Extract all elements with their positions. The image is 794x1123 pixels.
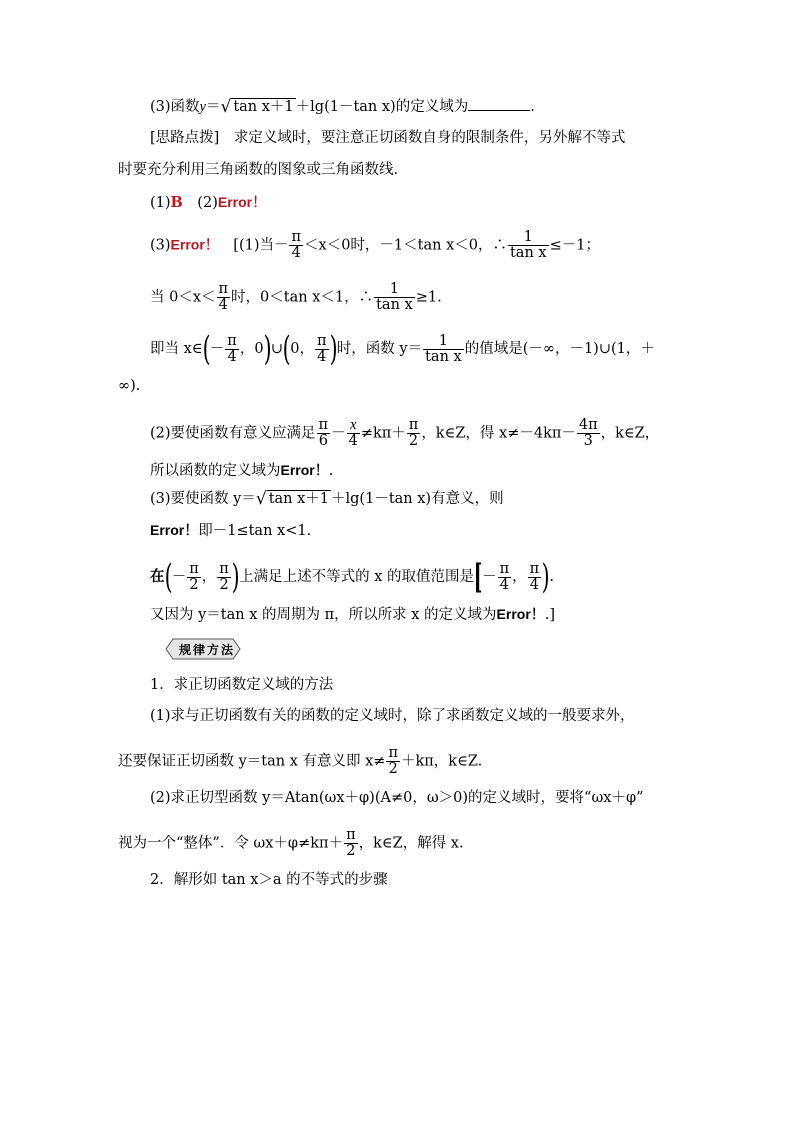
numerator: 4π (578, 417, 598, 433)
numerator: π (316, 332, 327, 349)
text: 所以函数的定义域为 (150, 463, 281, 479)
error-placeholder: Error！ (217, 194, 267, 210)
numerator: π (291, 229, 302, 245)
text: ，0 (239, 341, 264, 357)
text: 时，函数 y＝ (336, 341, 423, 357)
hint-line-1 (150, 128, 625, 148)
text: ∞). (118, 378, 141, 394)
denominator: tan x (425, 348, 462, 365)
denominator: 4 (289, 245, 303, 261)
solution-line-8 (150, 557, 555, 597)
radicand: tan x＋1 (268, 491, 330, 507)
error-placeholder: Error！ (280, 462, 329, 478)
sqrt-expression: √ tan x＋1 (220, 97, 294, 117)
hint-text: 时要充分利用三角函数的图象或三角函数线. (118, 162, 399, 178)
sqrt-expression: √ tan x＋1 (255, 489, 330, 509)
numerator: 1 (438, 332, 449, 349)
paren-right: ) (263, 329, 272, 369)
denominator: 4 (315, 349, 329, 365)
text: . (328, 463, 334, 479)
numerator: π (499, 560, 510, 577)
fraction-pi-over-2 (344, 828, 358, 859)
text: ∪ (270, 341, 283, 357)
fraction-pi-over-2 (217, 562, 231, 593)
numerator: π (189, 560, 199, 577)
paren-right: ) (541, 557, 550, 597)
text: ， (201, 569, 217, 585)
fraction-1-over-tanx (423, 334, 464, 365)
text: ＜x＜0时，－1＜tan x＜0，∴ (304, 237, 507, 254)
hint-label: [思路点拨] (150, 130, 220, 146)
method-heading-2 (150, 870, 388, 890)
text: 1．求正切函数定义域的方法 (150, 677, 334, 693)
answer-1: B (170, 194, 183, 211)
fraction-pi-over-4 (498, 562, 512, 593)
badge-char: 规 (179, 643, 192, 657)
fraction-1-over-tanx (374, 282, 415, 313)
text: (2) (182, 195, 218, 211)
denominator: 2 (344, 843, 358, 859)
method-heading-1 (150, 675, 333, 695)
text: [(1)当－ (218, 237, 289, 254)
text: (3)函数 (150, 99, 200, 115)
denominator: 4 (217, 297, 231, 313)
method-line-2 (118, 746, 482, 777)
text: 上满足上述不等式的 x 的取值范围是 (239, 569, 474, 585)
hint-text: 求定义域时，要注意正切函数自身的限制条件，另外解不等式 (219, 130, 626, 146)
text: (2)求正切型函数 y＝Atan(ωx＋φ)(A≠0，ω＞0)的定义域时，要将“ωx＋φ” (150, 790, 644, 806)
solution-line-2 (150, 282, 442, 313)
error-placeholder: Error！ (170, 236, 219, 253)
method-line-3 (150, 788, 644, 808)
text: (2)要使函数有意义应满足 (150, 425, 316, 442)
denominator: tan x (509, 245, 547, 261)
method-summary-badge (165, 638, 241, 660)
solution-line-3 (150, 329, 655, 369)
text: － (482, 569, 497, 585)
text: 还要保证正切函数 y＝tan x 有意义即 x≠ (118, 753, 386, 770)
badge-char: 法 (221, 643, 234, 657)
text: . (549, 569, 555, 585)
fraction-1-over-tanx (508, 230, 549, 261)
fraction-pi-over-2 (407, 418, 421, 449)
badge-char: 律 (193, 643, 206, 657)
text: ≤－1； (549, 237, 600, 254)
numerator: x (349, 417, 357, 433)
fraction-pi-over-4 (315, 334, 329, 365)
numerator: 1 (523, 229, 533, 245)
numerator: π (408, 417, 419, 433)
solution-line-9 (150, 604, 555, 625)
paren-right: ) (329, 329, 338, 369)
fraction-pi-over-4 (217, 282, 231, 313)
denominator: 2 (407, 433, 421, 449)
text: － (171, 569, 187, 585)
text: ＋kπ，k∈Z. (400, 753, 483, 770)
text: ， (512, 569, 527, 585)
denominator: 4 (498, 577, 512, 593)
text: .] (544, 607, 556, 623)
answer-blank (468, 96, 530, 111)
text: 又因为 y＝tan x 的周期为 π，所以所求 x 的定义域为 (150, 607, 497, 623)
fraction-4pi-over-3 (577, 418, 600, 449)
text: ＋lg(1－tan x)的定义域为 (295, 99, 469, 115)
fraction-x-over-4 (347, 418, 360, 449)
method-line-1 (150, 706, 635, 726)
fraction-pi-over-4 (289, 230, 303, 261)
solution-2-line (150, 418, 659, 449)
text: (1)求与正切函数有关的函数的定义域时，除了求函数定义域的一般要求外， (150, 708, 635, 724)
method-line-4 (118, 828, 464, 859)
paren-left: ( (164, 557, 173, 597)
text: 2．解形如 tan x＞a 的不等式的步骤 (150, 872, 388, 888)
text: － (209, 341, 225, 357)
numerator: π (318, 417, 329, 433)
hint-line-2 (118, 160, 398, 180)
bracket-left: [ (473, 557, 483, 597)
text: ≠kπ＋ (360, 425, 406, 442)
numerator: π (227, 332, 237, 349)
text: ＝ (205, 99, 221, 115)
text: (3) (150, 237, 171, 254)
fraction-pi-over-4 (528, 562, 542, 593)
solution-line-7 (150, 520, 311, 541)
fraction-pi-over-2 (386, 746, 400, 777)
text: (1) (150, 195, 171, 211)
numerator: 1 (389, 281, 400, 297)
numerator: π (388, 745, 398, 761)
text: ＋lg(1－tan x)有意义，则 (331, 491, 504, 507)
text: (3)要使函数 y＝ (150, 491, 256, 507)
denominator: 3 (577, 433, 600, 449)
denominator: 4 (348, 433, 358, 449)
denominator: tan x (376, 297, 413, 313)
text: － (331, 425, 346, 442)
text: 即－1≤tan x<1. (198, 523, 312, 539)
error-placeholder: Error！ (150, 522, 199, 538)
paren-right: ) (231, 557, 240, 597)
numerator: π (219, 560, 229, 577)
text: 即当 x∈ (150, 341, 203, 357)
text: 在 (150, 568, 165, 585)
fraction-pi-over-4 (225, 334, 239, 365)
error-placeholder: Error！ (496, 606, 545, 622)
text: ，k∈Z，解得 x. (358, 835, 464, 852)
denominator: 2 (386, 761, 400, 777)
radicand: tan x＋1 (233, 99, 294, 115)
paren-left: ( (282, 329, 291, 369)
text: 0， (290, 341, 314, 357)
problem-3-statement (150, 96, 535, 117)
solution-line-5 (150, 460, 333, 481)
numerator: π (218, 281, 229, 297)
solution-line-3b (118, 376, 140, 396)
solution-3-line (150, 230, 600, 261)
solution-line-6 (150, 488, 504, 509)
text: ≥1. (415, 289, 442, 306)
fraction-pi-over-6 (317, 418, 331, 449)
denominator: 2 (217, 577, 231, 593)
denominator: 6 (317, 433, 331, 449)
text: ，k∈Z，得 x≠－4kπ－ (421, 425, 576, 442)
answers-line (150, 192, 266, 213)
numerator: π (346, 827, 356, 843)
text: 的值域是(－∞，－1)∪(1，＋ (464, 341, 655, 357)
badge-char: 方 (207, 643, 220, 657)
denominator: 4 (225, 349, 239, 365)
text: . (530, 99, 535, 115)
fraction-pi-over-2 (187, 562, 201, 593)
text: 当 0＜x＜ (150, 289, 216, 306)
text: ，k∈Z， (600, 425, 660, 442)
numerator: π (529, 560, 540, 577)
denominator: 4 (528, 577, 542, 593)
text: 时，0＜tan x＜1，∴ (231, 289, 374, 306)
var-y: y (199, 99, 206, 115)
denominator: 2 (187, 577, 201, 593)
paren-left: ( (202, 329, 211, 369)
text: 视为一个“整体”．令 ωx＋φ≠kπ＋ (118, 835, 344, 852)
